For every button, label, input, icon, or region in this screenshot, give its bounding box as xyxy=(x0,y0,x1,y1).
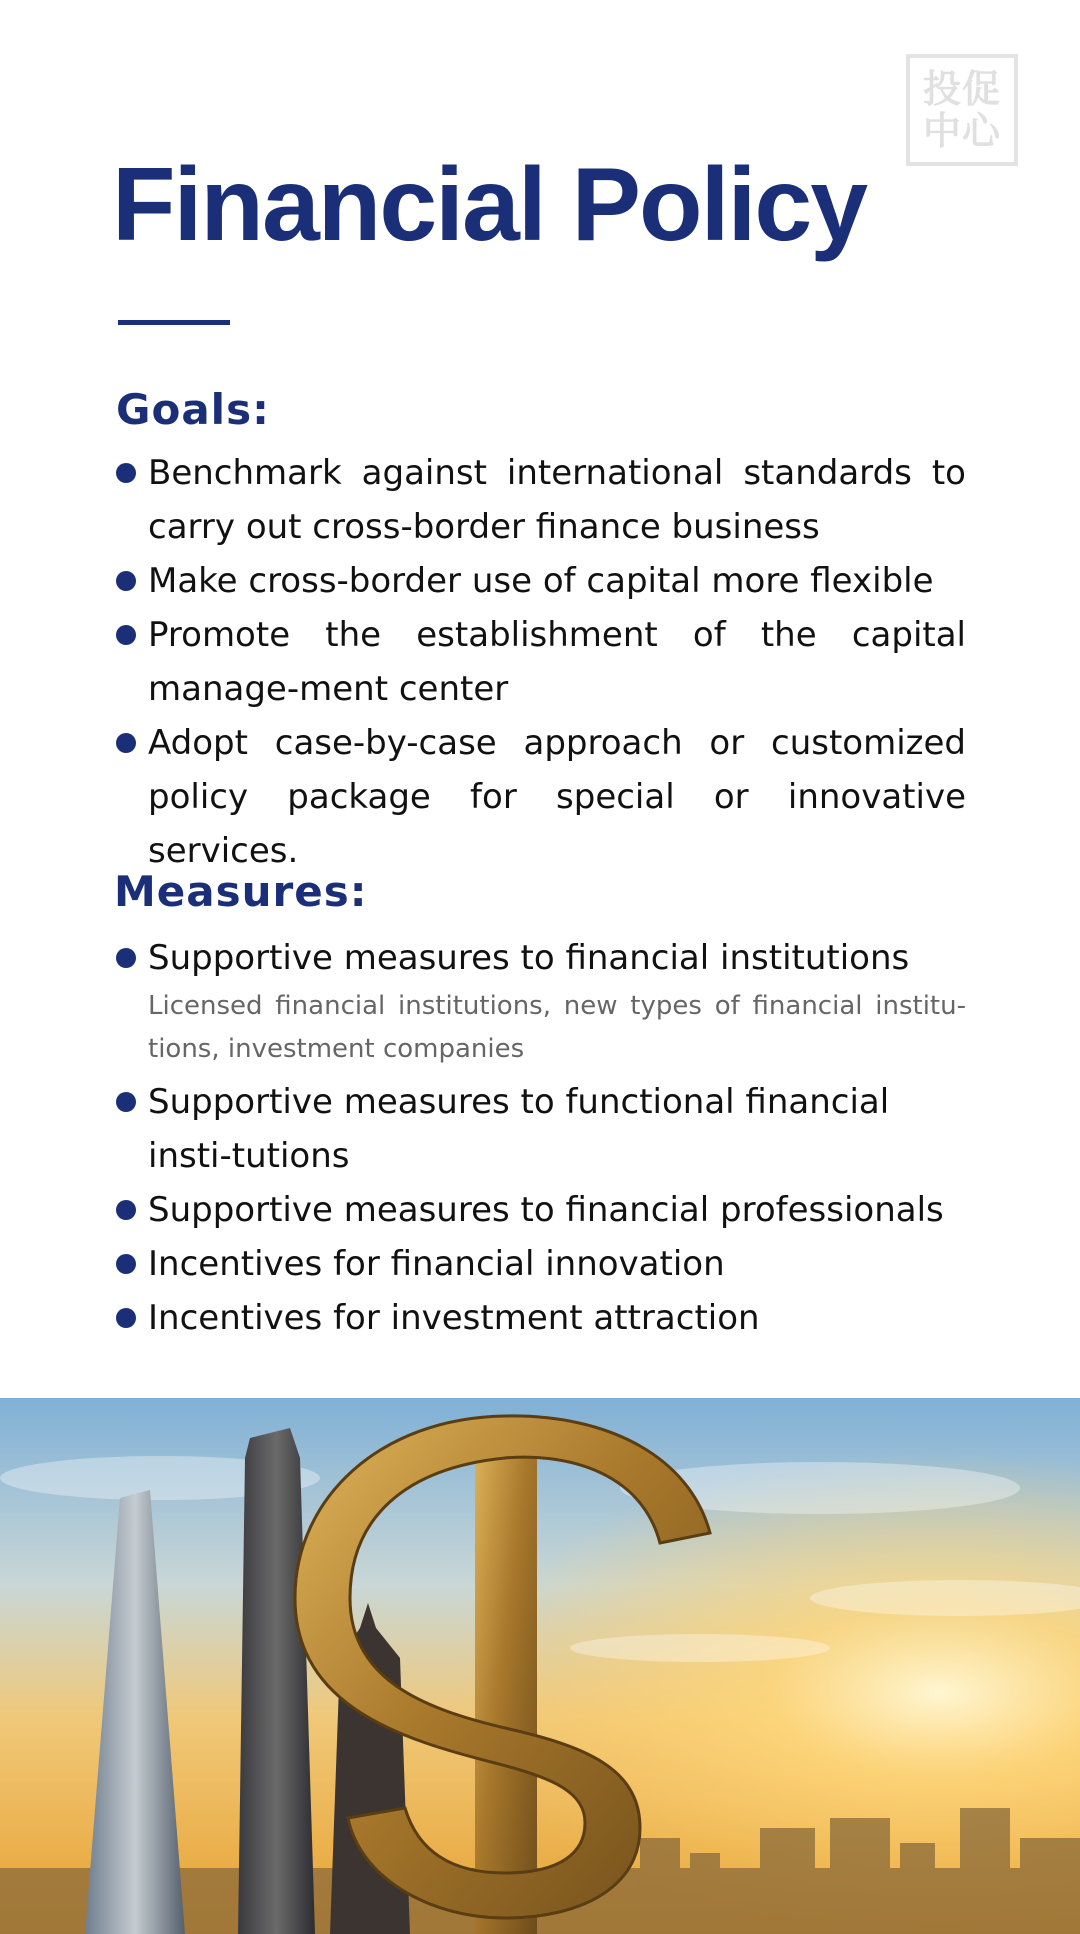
bullet-icon xyxy=(116,1092,136,1112)
goals-item xyxy=(116,716,966,878)
page-title: Financial Policy xyxy=(112,147,867,263)
bullet-icon xyxy=(116,1254,136,1274)
skyline-photo xyxy=(0,1398,1080,1934)
bullet-icon xyxy=(116,1200,136,1220)
bullet-icon xyxy=(116,625,136,645)
bullet-icon xyxy=(116,1308,136,1328)
watermark-line-2: 中心 xyxy=(922,109,1001,153)
goals-item xyxy=(116,554,966,608)
goals-item-text: Benchmark against international standards to carry out cross-border finance business xyxy=(148,453,966,547)
measures-item-text: Incentives for financial innovation xyxy=(148,1244,725,1284)
goals-item-text: Adopt case-by-case approach or customized policy package for special or innovative services. xyxy=(148,723,966,871)
goals-item-text: Promote the establishment of the capital manage-ment center xyxy=(148,615,966,709)
measures-item-text: Supportive measures to financial institutions xyxy=(148,938,910,978)
bullet-icon xyxy=(116,463,136,483)
goals-item-text: Make cross-border use of capital more flexible xyxy=(148,561,934,601)
goals-list xyxy=(116,446,966,878)
measures-heading: Measures: xyxy=(114,867,368,916)
watermark-line-1: 投促 xyxy=(922,67,1001,111)
measures-item-text: Incentives for investment attraction xyxy=(148,1298,760,1338)
measures-item xyxy=(116,931,966,1071)
goals-item xyxy=(116,608,966,716)
measures-item xyxy=(116,1291,966,1345)
bullet-icon xyxy=(116,571,136,591)
title-underline xyxy=(118,320,230,325)
measures-item xyxy=(116,1183,966,1237)
measures-item-subtext: Licensed financial institutions, new types of financial institu-tions, investment companies xyxy=(148,991,966,1064)
bullet-icon xyxy=(116,733,136,753)
watermark-logo xyxy=(906,54,1018,166)
goals-heading: Goals: xyxy=(116,385,270,434)
measures-item xyxy=(116,1237,966,1291)
measures-list xyxy=(116,931,966,1345)
measures-item-text: Supportive measures to financial professionals xyxy=(148,1190,944,1230)
measures-item xyxy=(116,1075,966,1183)
goals-item xyxy=(116,446,966,554)
measures-item-text: Supportive measures to functional financial insti-tutions xyxy=(148,1082,890,1176)
bullet-icon xyxy=(116,948,136,968)
